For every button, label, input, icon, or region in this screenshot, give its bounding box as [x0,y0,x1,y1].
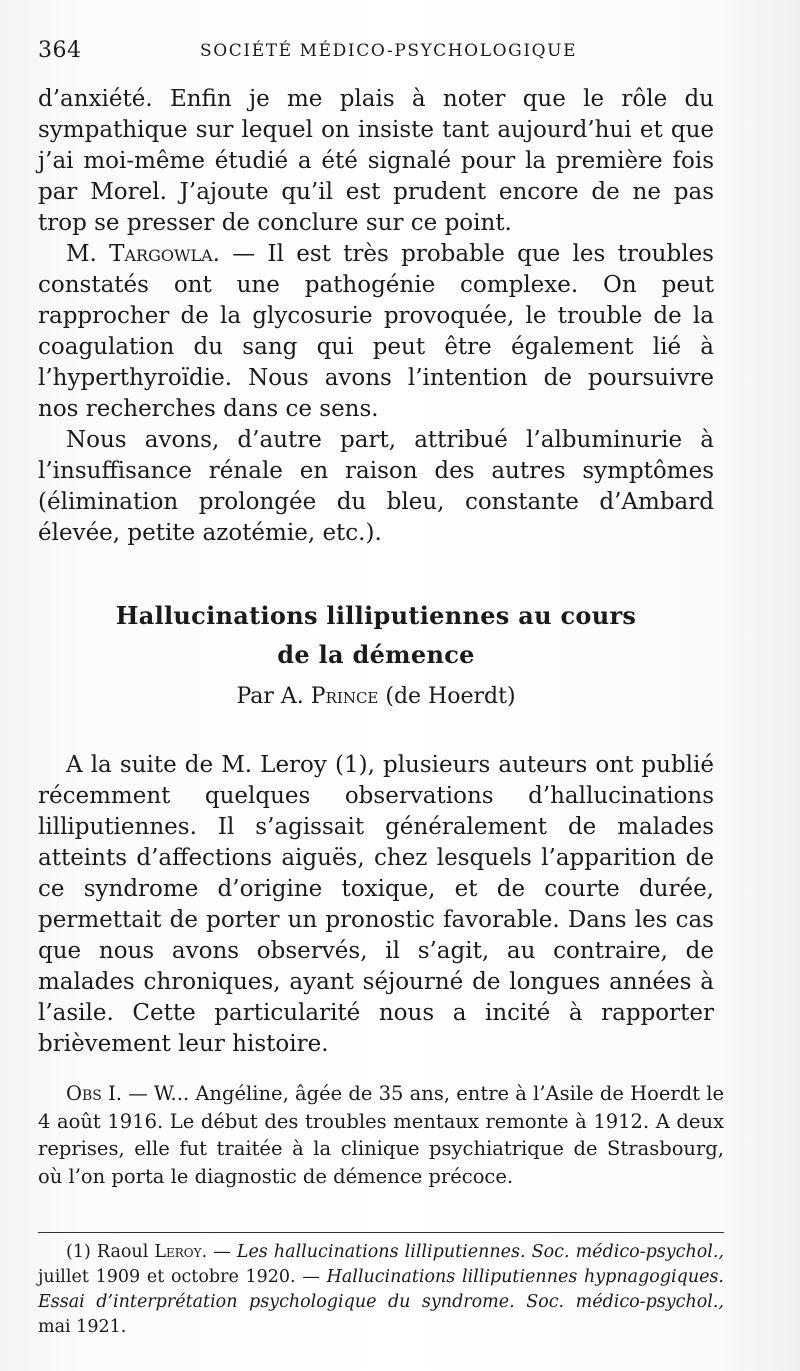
footnote [38,1240,724,1340]
intro-paragraph: A la suite de M. Leroy (1), plusieurs auteurs ont publié récemment quelques observations d’hallucinations lilliputiennes. Il s’agissait généralement de malades atteints d’affections aiguës, chez lesquels l’apparition de ce syndrome d’origine toxique, et de courte durée, permettait de porter un pronostic favorable. Dans les cas que nous avons observés, il s’agit, au contraire, de malades chroniques, ayant séjourné de longues années à l’asile. Cette particularité nous a incité à rapporter brièvement leur histoire. [38,752,714,1057]
byline-author: Prince [310,684,379,709]
observation-text: — W... Angéline, âgée de 35 ans, entre à l’Asile de Hoerdt le 4 août 1916. Le début des troubles mentaux remonte à 1912. A deux reprises, elle fut traitée à la clinique psychiatrique de Strasbourg, où l’on porta le diagnostic de démence précoce. [38,1082,725,1188]
footnote-separator: — [207,1242,237,1262]
targowla-remark-text: — Il est très probable que les troubles constatés ont une pathogénie complexe. On peut rapprocher de la glycosurie provoquée, le trouble de la coagulation du sang qui peut être également lié à l’hyperthyroïdie. Nous avons l’intention de poursuivre nos recherches dans ce sens. [38,241,714,422]
observation-label: Obs I. [66,1082,122,1105]
footnote-reference-1-date: juillet 1909 et octobre 1920. — [38,1267,327,1287]
speaker-name: Targowla. [109,241,220,267]
discussion-continuation [38,84,714,549]
observation-paragraph [38,1080,724,1190]
observation-block [38,1080,724,1190]
byline-prefix: Par A. [236,684,311,709]
albuminuria-paragraph: Nous avons, d’autre part, attribué l’albuminurie à l’insuffisance rénale en raison des autres symptômes (élimination prolongée du bleu, constante d’Ambard élevée, petite azotémie, etc.). [38,427,714,546]
journal-title: SOCIÉTÉ MÉDICO-PSYCHOLOGIQUE [200,41,578,61]
article-byline [38,684,714,709]
footnote-author: Leroy. [154,1242,208,1262]
page-number: 364 [38,38,82,63]
continuation-paragraph: d’anxiété. Enfin je me plais à noter que le rôle du sympathique sur lequel on insiste tant aujourd’hui et que j’ai moi-même étudié a été signalé pour la première fois par Morel. J’ajoute qu’il est prudent encore de ne pas trop se presser de conclure sur ce point. [38,86,714,236]
running-head [38,38,738,68]
byline-suffix: (de Hoerdt) [378,684,516,709]
footnote-reference-2-title: Hallucinations lilliputiennes hypnagogiques. Essai d’interprétation psychologique du syndrome. Soc. médico-psychol., [38,1267,724,1312]
article-title-line-2: de la démence [277,640,475,669]
targowla-remark [38,239,714,425]
article-title [38,596,714,674]
article-intro [38,750,714,1060]
footnote-marker: (1) Raoul [66,1242,155,1262]
footnote-reference-2-date: mai 1921. [38,1317,127,1337]
footnote-divider [38,1232,724,1233]
footnote-paragraph [38,1240,724,1340]
article-title-line-1: Hallucinations lilliputiennes au cours [115,601,637,630]
footnote-reference-1-title: Les hallucinations lilliputiennes. Soc. médico-psychol., [236,1242,724,1262]
speaker-prefix: M. [66,241,110,267]
